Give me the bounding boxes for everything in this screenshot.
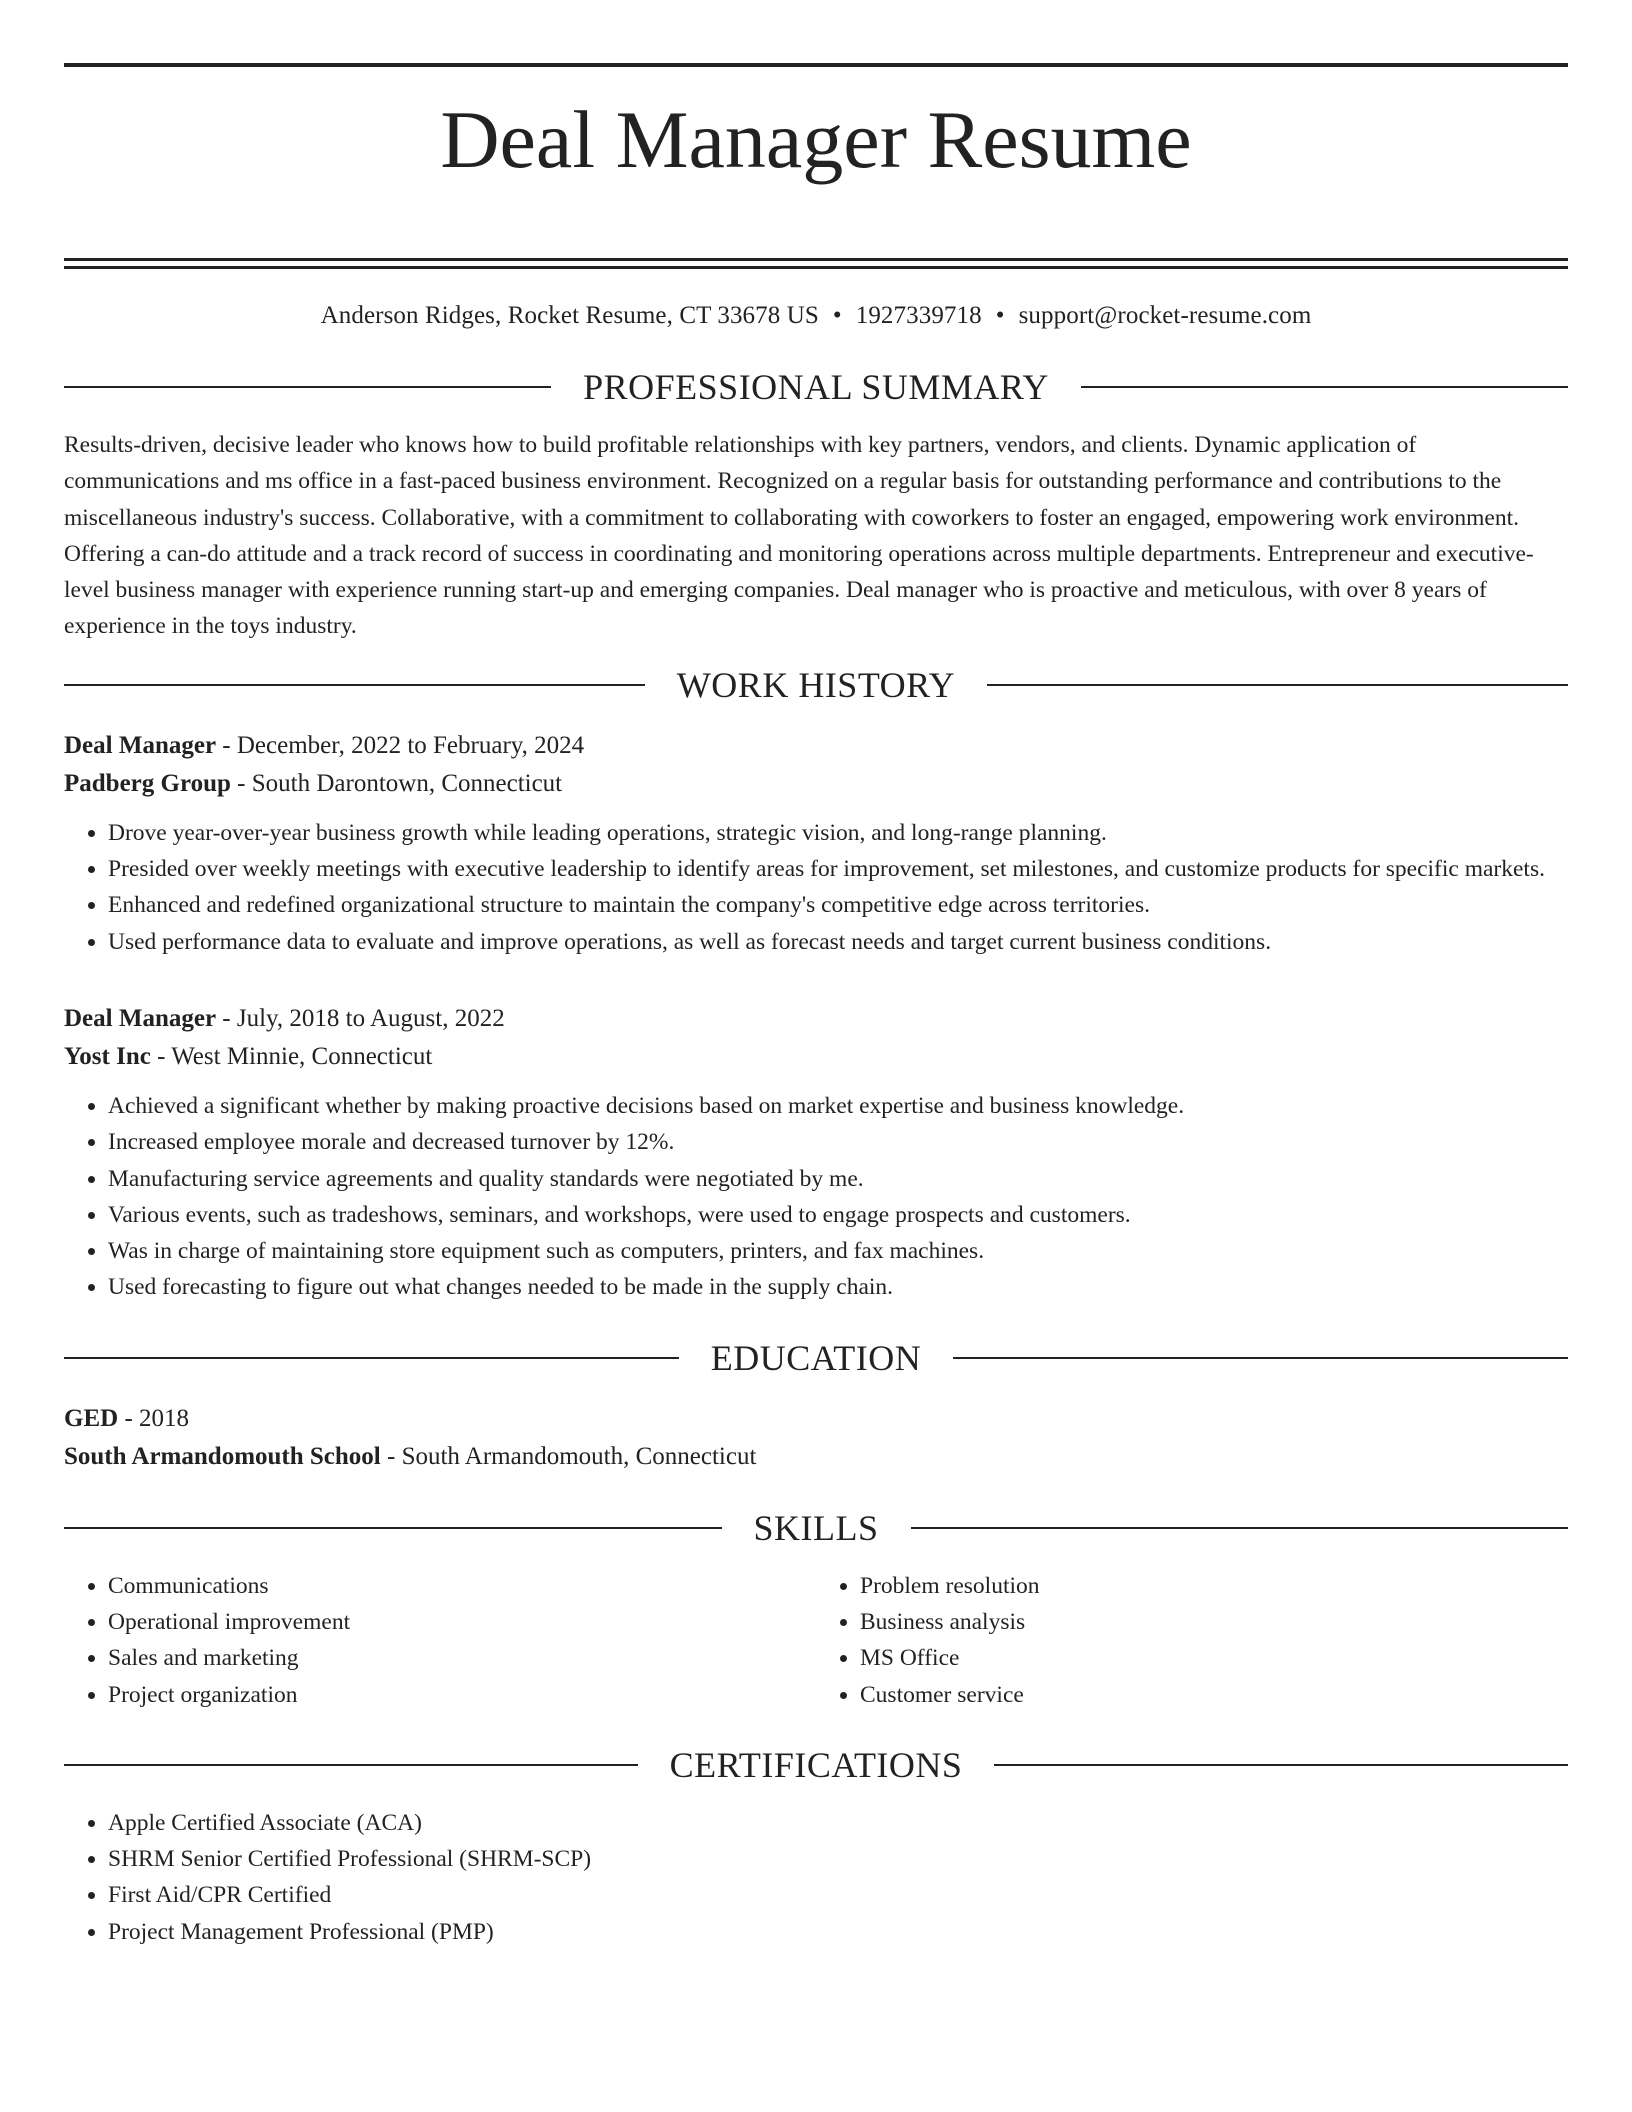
education-location: South Armandomouth, Connecticut [401,1442,757,1470]
section-header-skills [64,1507,1568,1548]
job-company-line: Padberg Group - South Darontown, Connecticut [64,769,563,797]
skill-item: • Business analysis [860,1604,1568,1640]
list-item: • Presided over weekly meetings with executive leadership to identify areas for improvement, set milestones, and customize products for specific markets. [108,851,1568,887]
list-item: • Used forecasting to figure out what changes needed to be made in the supply chain. [108,1269,1568,1305]
job-dates: July, 2018 to August, 2022 [236,1004,505,1032]
list-item: • Achieved a significant whether by making proactive decisions based on market expertise and business knowledge. [108,1088,1568,1124]
contact-line [64,301,1568,331]
job-entry [64,1000,1568,1306]
section-title: WORK HISTORY [676,664,956,705]
certifications-list [64,1805,1568,1950]
job-dates: December, 2022 to February, 2024 [236,731,585,759]
skill-item: • Communications [108,1568,816,1604]
section-title: EDUCATION [710,1337,922,1378]
skills-columns [64,1568,1568,1713]
education-degree: GED [64,1404,119,1432]
job-entry [64,727,1568,960]
job-company-line: Yost Inc - West Minnie, Connecticut [64,1042,433,1070]
certification-item: • Apple Certified Associate (ACA) [108,1805,1568,1841]
section-header-certifications [64,1744,1568,1785]
education-year: 2018 [139,1404,190,1432]
section-header-education [64,1337,1568,1378]
contact-email: support@rocket-resume.com [1018,301,1312,329]
education-school: South Armandomouth School [64,1442,381,1470]
title-double-divider [64,258,1568,269]
certification-item: • Project Management Professional (PMP) [108,1914,1568,1950]
section-header-work-history [64,664,1568,705]
section-rule [64,386,551,388]
skill-item: • Project organization [108,1677,816,1713]
list-item: • Drove year-over-year business growth while leading operations, strategic vision, and long-range planning. [108,815,1568,851]
section-rule [64,1764,638,1766]
section-rule [64,1357,679,1359]
contact-separator: • [995,301,1005,329]
list-item: • Enhanced and redefined organizational structure to maintain the company's competitive edge across territories. [108,887,1568,923]
job-company: Yost Inc [64,1042,151,1070]
job-bullets [64,815,1568,960]
contact-separator: • [832,301,842,329]
list-item: • Various events, such as tradeshows, seminars, and workshops, were used to engage prospects and customers. [108,1197,1568,1233]
education-degree-line: GED - 2018 [64,1404,190,1432]
section-title: SKILLS [753,1507,879,1548]
section-rule [64,684,645,686]
job-location: West Minnie, Connecticut [171,1042,433,1070]
contact-phone: 1927339718 [855,301,982,329]
section-rule [994,1764,1568,1766]
resume-title: Deal Manager Resume [440,94,1192,185]
list-item: • Manufacturing service agreements and quality standards were negotiated by me. [108,1161,1568,1197]
skill-item: • Operational improvement [108,1604,816,1640]
contact-address: Anderson Ridges, Rocket Resume, CT 33678 US [320,301,819,329]
top-divider [64,63,1568,67]
education-school-line: South Armandomouth School - South Armandomouth, Connecticut [64,1442,757,1470]
section-header-summary [64,366,1568,407]
list-item: • Increased employee morale and decreased turnover by 12%. [108,1124,1568,1160]
education-entry [64,1400,1568,1476]
skills-list-right [816,1568,1568,1713]
summary-paragraph: Results-driven, decisive leader who knows how to build profitable relationships with key partners, vendors, and clients. Dynamic application of communications and ms office in a fast-paced business environment. Recognized on a regular basis for outstanding performance and contributions to the miscellaneous industry's success. Collaborative, with a commitment to collaborating with coworkers to foster an engaged, empowering work environment. Offering a can-do attitude and a track record of success in coordinating and monitoring operations across multiple departments. Entrepreneur and executive-level business manager with experience running start-up and emerging companies. Deal manager who is proactive and meticulous, with over 8 years of experience in the toys industry. [64,431,1534,640]
certification-item: • SHRM Senior Certified Professional (SHRM-SCP) [108,1841,1568,1877]
certification-item: • First Aid/CPR Certified [108,1877,1568,1913]
skill-item: • Customer service [860,1677,1568,1713]
job-company: Padberg Group [64,769,231,797]
job-title: Deal Manager [64,731,217,759]
skill-item: • MS Office [860,1640,1568,1676]
section-rule [953,1357,1568,1359]
list-item: • Used performance data to evaluate and improve operations, as well as forecast needs and target current business conditions. [108,924,1568,960]
job-title-line: Deal Manager - December, 2022 to February, 2024 [64,731,585,759]
job-title-line: Deal Manager - July, 2018 to August, 2022 [64,1004,505,1032]
list-item: • Was in charge of maintaining store equipment such as computers, printers, and fax machines. [108,1233,1568,1269]
job-title: Deal Manager [64,1004,217,1032]
section-rule [1081,386,1568,388]
skill-item: • Problem resolution [860,1568,1568,1604]
skill-item: • Sales and marketing [108,1640,816,1676]
section-title: PROFESSIONAL SUMMARY [583,366,1049,407]
job-location: South Darontown, Connecticut [251,769,563,797]
section-rule [987,684,1568,686]
skills-list-left [64,1568,816,1713]
section-title: CERTIFICATIONS [669,1744,963,1785]
section-rule [64,1527,722,1529]
section-rule [911,1527,1569,1529]
job-bullets [64,1088,1568,1306]
